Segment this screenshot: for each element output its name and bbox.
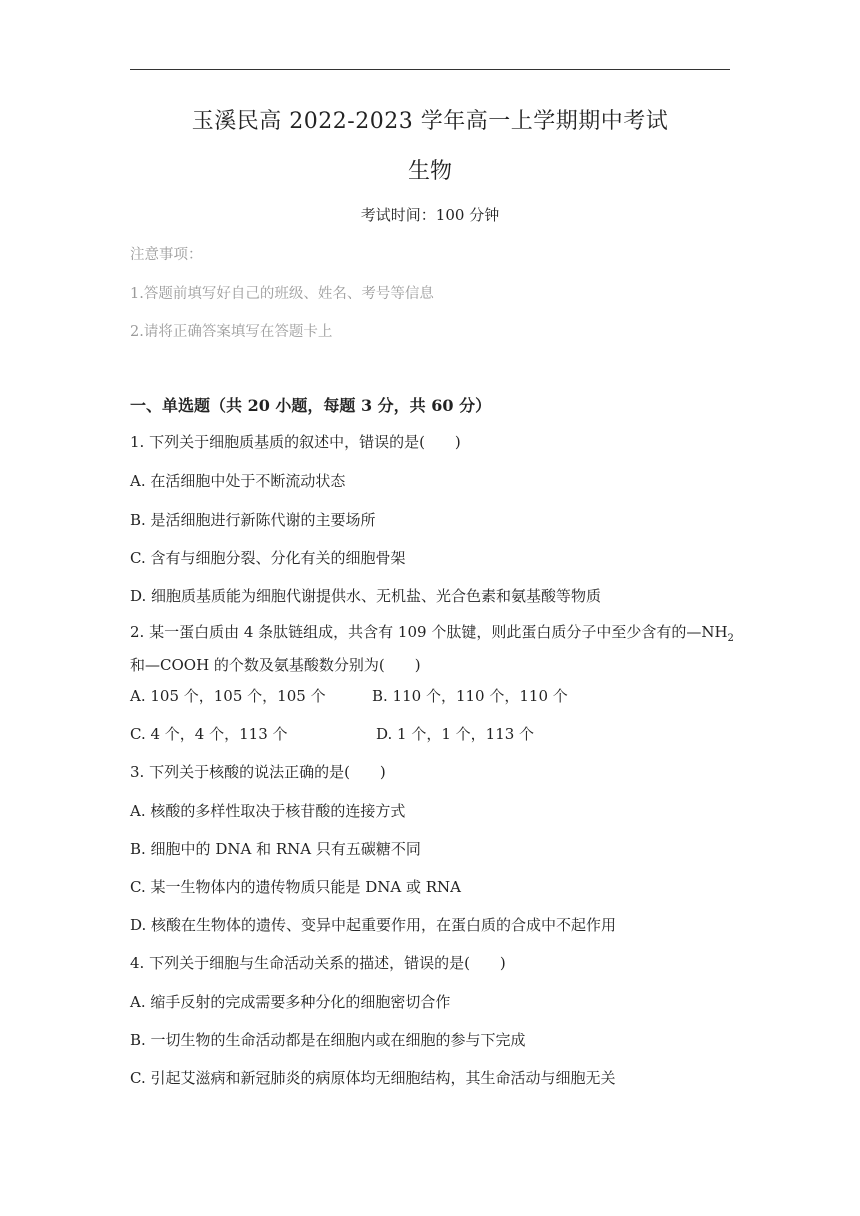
note-item: 1.答题前填写好自己的班级、姓名、考号等信息 bbox=[130, 286, 434, 302]
question-option: D. 细胞质基质能为细胞代谢提供水、无机盐、光合色素和氨基酸等物质 bbox=[130, 587, 602, 605]
question-stem-part: 和—COOH 的个数及氨基酸数分别为( ) bbox=[130, 656, 421, 674]
header-rule bbox=[130, 69, 730, 70]
question-option: D. 1 个，1 个，113 个 bbox=[376, 725, 535, 743]
question-option: B. 110 个，110 个，110 个 bbox=[372, 687, 568, 705]
note-item: 2.请将正确答案填写在答题卡上 bbox=[130, 324, 333, 340]
question-option: A. 在活细胞中处于不断流动状态 bbox=[130, 472, 346, 490]
question-option: C. 4 个，4 个，113 个 bbox=[130, 725, 288, 743]
question-option: A. 核酸的多样性取决于核苷酸的连接方式 bbox=[130, 802, 406, 820]
question-stem: 1. 下列关于细胞质基质的叙述中，错误的是( ) bbox=[130, 433, 461, 451]
question-option: B. 一切生物的生命活动都是在细胞内或在细胞的参与下完成 bbox=[130, 1031, 526, 1049]
section-title: 一、单选题（共 20 小题，每题 3 分，共 60 分） bbox=[130, 396, 492, 415]
question-option: C. 含有与细胞分裂、分化有关的细胞骨架 bbox=[130, 549, 406, 567]
question-stem: 3. 下列关于核酸的说法正确的是( ) bbox=[130, 763, 386, 781]
exam-title: 玉溪民高 2022-2023 学年高一上学期期中考试 bbox=[191, 109, 669, 134]
question-option: D. 核酸在生物体的遗传、变异中起重要作用，在蛋白质的合成中不起作用 bbox=[130, 916, 617, 934]
question-option: B. 细胞中的 DNA 和 RNA 只有五碳糖不同 bbox=[130, 840, 421, 858]
question-stem: 4. 下列关于细胞与生命活动关系的描述，错误的是( ) bbox=[130, 954, 506, 972]
notes-heading: 注意事项： bbox=[130, 247, 203, 263]
question-stem-part: 2. 某一蛋白质由 4 条肽链组成，共含有 109 个肽键，则此蛋白质分子中至少含有的—NH bbox=[130, 623, 728, 641]
question-option: C. 某一生物体内的遗传物质只能是 DNA 或 RNA bbox=[130, 878, 462, 896]
question-option: B. 是活细胞进行新陈代谢的主要场所 bbox=[130, 511, 376, 529]
question-option: A. 缩手反射的完成需要多种分化的细胞密切合作 bbox=[130, 993, 451, 1011]
subscript: 2 bbox=[727, 633, 734, 644]
question-option: C. 引起艾滋病和新冠肺炎的病原体均无细胞结构，其生命活动与细胞无关 bbox=[130, 1069, 616, 1087]
question-option: A. 105 个，105 个，105 个 bbox=[130, 687, 326, 705]
question-stem bbox=[130, 619, 734, 679]
exam-subject: 生物 bbox=[407, 159, 452, 184]
exam-time: 考试时间：100 分钟 bbox=[360, 206, 500, 224]
